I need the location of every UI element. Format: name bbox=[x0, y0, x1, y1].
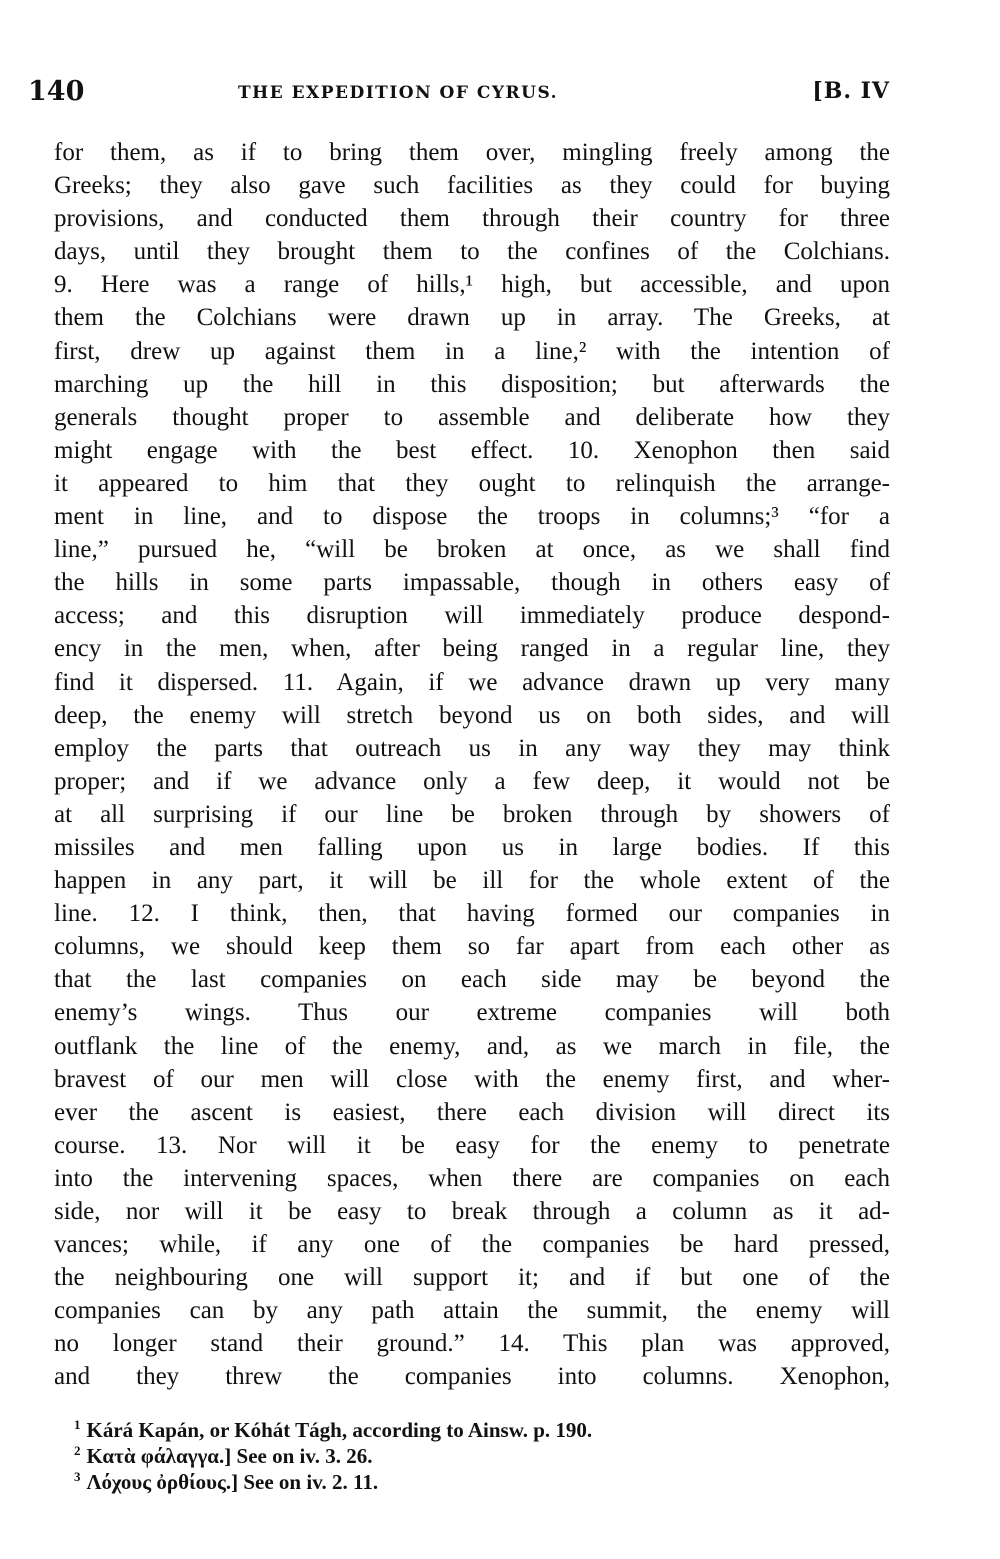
text-line: missiles and men falling upon us in large bodies. If this bbox=[54, 833, 890, 861]
text-line: ment in line, and to dispose the troops in columns;³ “for a bbox=[54, 503, 890, 531]
text-line: course. 13. Nor will it be easy for the enemy to penetrate bbox=[54, 1131, 890, 1159]
book-reference: [B. IV bbox=[812, 78, 890, 104]
text-line: line. 12. I think, then, that having formed our companies in bbox=[54, 900, 890, 928]
footnote-mark: 3 bbox=[74, 1469, 81, 1484]
footnotes bbox=[74, 1412, 834, 1494]
text-line: find it dispersed. 11. Again, if we advance drawn up very many bbox=[54, 668, 890, 696]
text-line: no longer stand their ground.” 14. This plan was approved, bbox=[54, 1330, 890, 1358]
footnote bbox=[74, 1464, 834, 1494]
text-line: the hills in some parts impassable, though in others easy of bbox=[54, 569, 890, 597]
text-line: it appeared to him that they ought to relinquish the arrange- bbox=[54, 469, 890, 497]
text-line: days, until they brought them to the confines of the Colchians. bbox=[54, 238, 890, 266]
text-line: happen in any part, it will be ill for the whole extent of the bbox=[54, 867, 890, 895]
running-title: THE EXPEDITION OF CYRUS. bbox=[238, 83, 559, 103]
text-line: vances; while, if any one of the companies be hard pressed, bbox=[54, 1231, 890, 1259]
footnote-mark: 1 bbox=[74, 1417, 81, 1432]
text-line: side, nor will it be easy to break through a column as it ad- bbox=[54, 1198, 890, 1225]
footnote-mark: 2 bbox=[74, 1443, 81, 1458]
text-line: into the intervening spaces, when there are companies on each bbox=[54, 1164, 890, 1192]
text-line: companies can by any path attain the summit, the enemy will bbox=[54, 1297, 890, 1325]
text-line: ever the ascent is easiest, there each division will direct its bbox=[54, 1098, 890, 1126]
footnote-text: Κατὰ φάλαγγα.] See on iv. 3. 26. bbox=[86, 1444, 373, 1468]
footnote-text: Kárá Kapán, or Kóhát Tágh, according to Ainsw. p. 190. bbox=[86, 1418, 593, 1442]
text-line: line,” pursued he, “will be broken at once, as we shall find bbox=[54, 536, 890, 564]
text-line: 9. Here was a range of hills,¹ high, but accessible, and upon bbox=[54, 271, 890, 299]
text-line: Greeks; they also gave such facilities as they could for buying bbox=[54, 172, 890, 200]
text-line: first, drew up against them in a line,² with the intention of bbox=[54, 337, 890, 365]
text-line: at all surprising if our line be broken through by showers of bbox=[54, 800, 890, 828]
text-line: them the Colchians were drawn up in array. The Greeks, at bbox=[54, 304, 890, 332]
text-line: employ the parts that outreach us in any way they may think bbox=[54, 734, 890, 762]
text-line: access; and this disruption will immediately produce despond- bbox=[54, 602, 890, 630]
page-number: 140 bbox=[28, 76, 85, 107]
text-line: outflank the line of the enemy, and, as we march in file, the bbox=[54, 1032, 890, 1060]
footnote-text: Λόχους ὀρθίους.] See on iv. 2. 11. bbox=[86, 1470, 379, 1494]
running-head bbox=[28, 76, 890, 116]
text-line: enemy’s wings. Thus our extreme companies will both bbox=[54, 999, 890, 1027]
text-line: deep, the enemy will stretch beyond us on both sides, and will bbox=[54, 701, 890, 729]
text-line: and they threw the companies into columns. Xenophon, bbox=[54, 1363, 890, 1391]
body-text bbox=[54, 136, 890, 1394]
text-line: that the last companies on each side may be beyond the bbox=[54, 966, 890, 994]
text-line: ency in the men, when, after being ranged in a regular line, they bbox=[54, 635, 890, 663]
text-line: proper; and if we advance only a few deep, it would not be bbox=[54, 767, 890, 795]
text-line: generals thought proper to assemble and deliberate how they bbox=[54, 403, 890, 431]
text-line: columns, we should keep them so far apart from each other as bbox=[54, 933, 890, 961]
text-line: for them, as if to bring them over, mingling freely among the bbox=[54, 139, 890, 166]
text-line: marching up the hill in this disposition; but afterwards the bbox=[54, 370, 890, 398]
footnote bbox=[74, 1412, 834, 1442]
text-line: might engage with the best effect. 10. Xenophon then said bbox=[54, 436, 890, 464]
text-line: bravest of our men will close with the enemy first, and wher- bbox=[54, 1065, 890, 1093]
text-line: the neighbouring one will support it; and if but one of the bbox=[54, 1264, 890, 1292]
text-line: provisions, and conducted them through their country for three bbox=[54, 205, 890, 233]
